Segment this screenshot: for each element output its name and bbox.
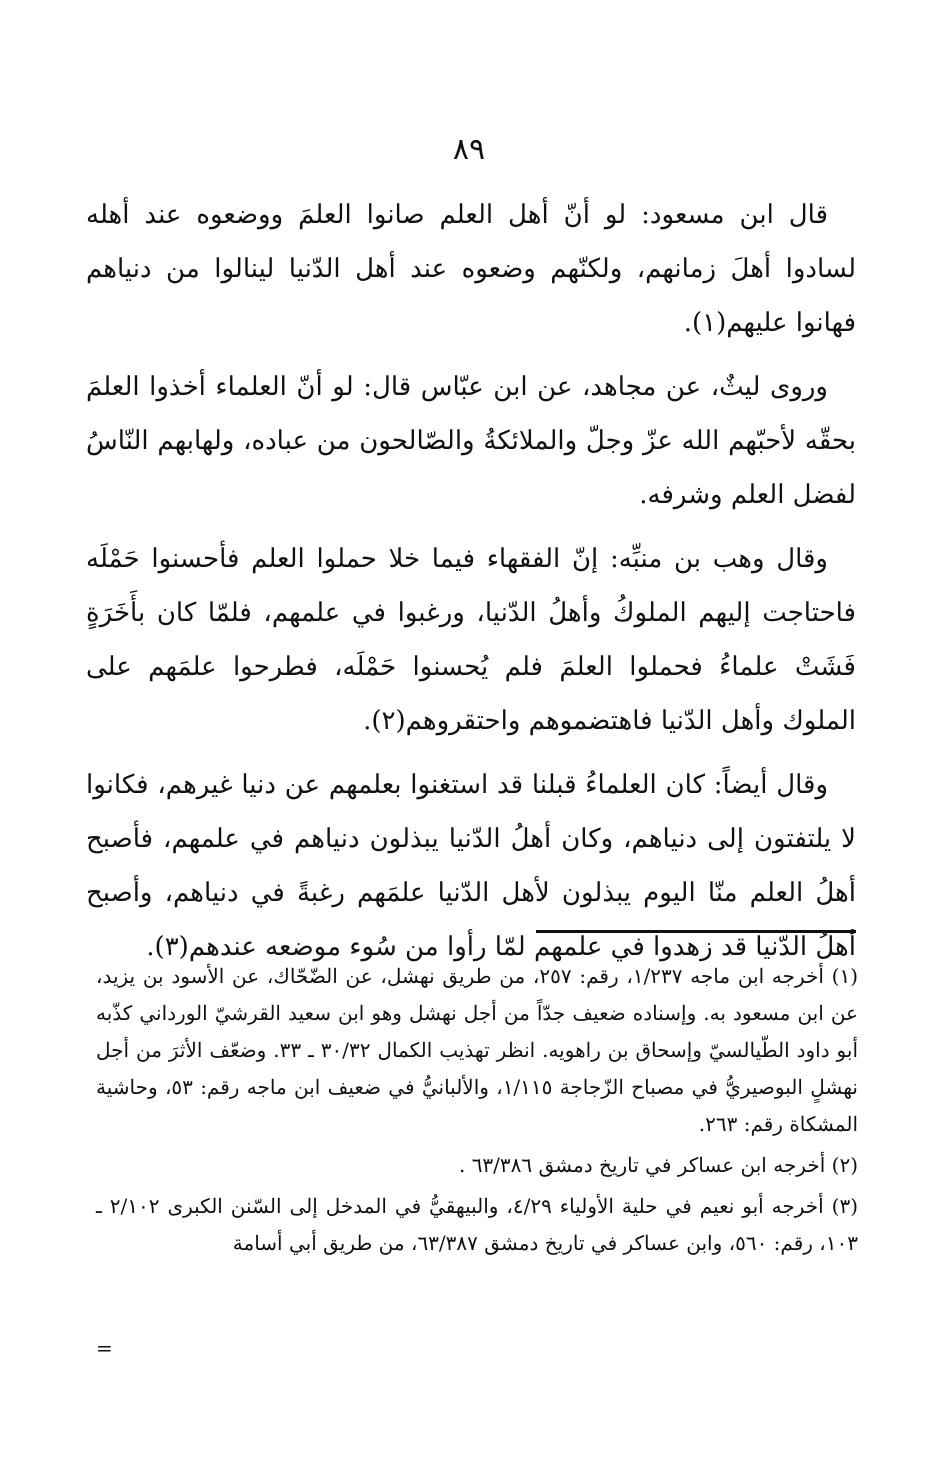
page-number: ٨٩ — [452, 132, 486, 167]
paragraph-wahb-ibn-munabbih: وقال وهب بن منبِّه: إنّ الفقهاء فيما خلا حملوا العلم فأحسنوا حَمْلَه فاحتاجت إليهم الملوكُ وأهلُ الدّنيا، ورغبوا في علمهم، فلمّا كان بأَخَرَةٍ فَشَتْ علماءُ فحملوا العلمَ فلم يُحسنوا حَمْلَه، فطرحوا علمَهم على الملوك وأهل الدّنيا فاهتضموهم واحتقروهم(٢). — [86, 544, 856, 736]
footnote-2: (٢) أخرجه ابن عساكر في تاريخ دمشق ٦٣/٣٨٦ . — [458, 1153, 858, 1177]
footnotes — [96, 958, 858, 1266]
paragraph-ibn-abbas: وروى ليثٌ، عن مجاهد، عن ابن عبّاس قال: لو أنّ العلماء أخذوا العلمَ بحقّه لأحبّهم الله عزّ وجلّ والملائكةُ والصّالحون من عباده، ولهابهم النّاسُ لفضل العلم وشرفه. — [86, 372, 856, 510]
paragraph-ibn-masud: قال ابن مسعود: لو أنّ أهل العلم صانوا العلمَ ووضعوه عند أهله لسادوا أهلَ زمانهم، ولكنّهم وضعوه عند أهل الدّنيا لينالوا من دنياهم فهانوا عليهم(١). — [86, 200, 856, 338]
footnote-continuation-mark: = — [96, 1336, 113, 1360]
footnote-1: (١) أخرجه ابن ماجه ١/٢٣٧، رقم: ٢٥٧، من طريق نهشل، عن الضّحّاك، عن الأسود بن يزيد، عن ابن مسعود به. وإسناده ضعيف جدّاً من أجل نهشل وهو ابن سعيد القرشيّ الورداني كذّبه أبو داود الطّيالسيّ وإسحاق بن راهويه. انظر تهذيب الكمال ٣٠/٣٢ ـ ٣٣. وضعّف الأثرَ من أجل نهشلٍ البوصيريُّ في مصباح الزّجاجة ١/١١٥، والألبانيُّ في ضعيف ابن ماجه رقم: ٥٣، وحاشية المشكاة رقم: ٢٦٣. — [96, 964, 859, 1136]
paragraph-also-said: وقال أيضاً: كان العلماءُ قبلنا قد استغنوا بعلمهم عن دنيا غيرهم، فكانوا لا يلتفتون إلى دنياهم، وكان أهلُ الدّنيا يبذلون دنياهم في علمهم، فأصبح أهلُ العلم منّا اليوم يبذلون لأهل الدّنيا علمَهم رغبةً في دنياهم، وأصبح أهلُ الدّنيا قد زهدوا في علمهم لمّا رأوا من سُوء موضعه عندهم(٣). — [86, 770, 856, 962]
footnote-3: (٣) أخرجه أبو نعيم في حلية الأولياء ٤/٢٩، والبيهقيُّ في المدخل إلى السّنن الكبرى ٢/١٠٢ ـ ١٠٣، رقم: ٥٦٠، وابن عساكر في تاريخ دمشق ٦٣/٣٨٧، من طريق أبي أسامة — [96, 1194, 858, 1255]
footnote-separator — [536, 930, 856, 933]
main-text — [86, 188, 856, 984]
